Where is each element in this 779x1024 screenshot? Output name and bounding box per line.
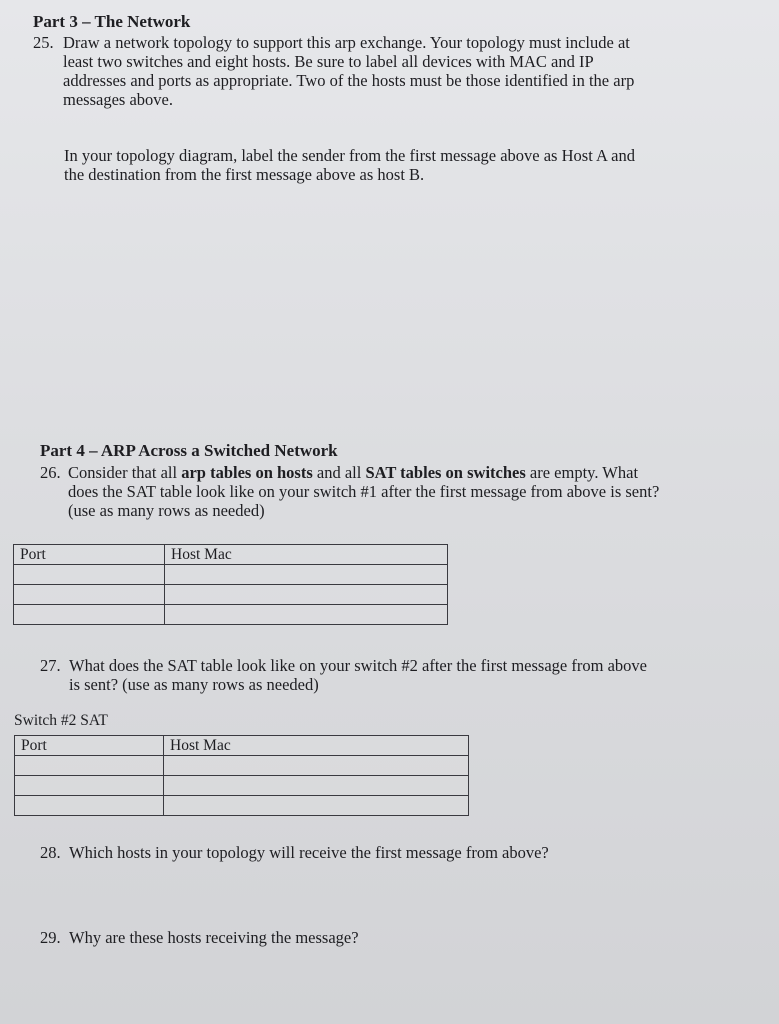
q25-text <box>63 33 634 109</box>
host-mac-cell[interactable] <box>164 776 469 796</box>
q28-text: Which hosts in your topology will receive the first message from above? <box>69 843 549 862</box>
port-column-header: Port <box>15 736 164 756</box>
q27-text <box>69 656 647 694</box>
q25-line-4: messages above. <box>63 90 173 109</box>
port-cell[interactable] <box>15 796 164 816</box>
q27-line-2: is sent? (use as many rows as needed) <box>69 675 319 694</box>
q26-number: 26. <box>40 463 61 482</box>
q25-line-1: Draw a network topology to support this arp exchange. Your topology must include at <box>63 33 630 52</box>
port-cell[interactable] <box>14 565 165 585</box>
q26-line-3: (use as many rows as needed) <box>68 501 265 520</box>
host-mac-cell[interactable] <box>165 605 448 625</box>
switch2-sat-caption: Switch #2 SAT <box>14 712 108 729</box>
switch2-sat-table <box>14 735 469 816</box>
table-row <box>14 565 448 585</box>
table-row <box>15 796 469 816</box>
port-cell[interactable] <box>14 605 165 625</box>
host-mac-cell[interactable] <box>165 565 448 585</box>
table-row <box>15 776 469 796</box>
part4-heading: Part 4 – ARP Across a Switched Network <box>40 441 338 460</box>
part3-heading: Part 3 – The Network <box>33 12 191 31</box>
q26-line-1 <box>68 463 659 482</box>
table-row <box>14 585 448 605</box>
q25-line-2: least two switches and eight hosts. Be sure to label all devices with MAC and IP <box>63 52 594 71</box>
table-row <box>15 756 469 776</box>
host-mac-cell[interactable] <box>164 796 469 816</box>
q26-bold-sat-tables: SAT tables on switches <box>365 463 526 482</box>
port-column-header: Port <box>14 545 165 565</box>
table-row <box>14 605 448 625</box>
q25-line-3: addresses and ports as appropriate. Two of the hosts must be those identified in the arp <box>63 71 635 90</box>
q26-line-1-pre: Consider that all <box>68 463 182 482</box>
q27-number: 27. <box>40 656 61 675</box>
table-header-row <box>14 545 448 565</box>
port-cell[interactable] <box>15 756 164 776</box>
q28-number: 28. <box>40 843 61 862</box>
q29-text: Why are these hosts receiving the message? <box>69 928 359 947</box>
table-header-row <box>15 736 469 756</box>
switch1-sat-table <box>13 544 448 625</box>
host-mac-cell[interactable] <box>165 585 448 605</box>
q26-text <box>68 463 659 520</box>
host-mac-column-header: Host Mac <box>164 736 469 756</box>
port-cell[interactable] <box>15 776 164 796</box>
q26-bold-arp-tables: arp tables on hosts <box>181 463 313 482</box>
q25-number: 25. <box>33 33 54 52</box>
port-cell[interactable] <box>14 585 165 605</box>
q26-line-1-post: are empty. What <box>525 463 639 482</box>
q25-note <box>64 146 635 184</box>
host-mac-cell[interactable] <box>164 756 469 776</box>
q25-note-line-1: In your topology diagram, label the sender from the first message above as Host A and <box>64 146 635 165</box>
q27-line-1: What does the SAT table look like on your switch #2 after the first message from above <box>69 656 647 675</box>
host-mac-column-header: Host Mac <box>165 545 448 565</box>
q25-note-line-2: the destination from the first message above as host B. <box>64 165 425 184</box>
q29-number: 29. <box>40 928 61 947</box>
q26-line-1-mid: and all <box>312 463 366 482</box>
q26-line-2: does the SAT table look like on your switch #1 after the first message from above is sent? <box>68 482 660 501</box>
